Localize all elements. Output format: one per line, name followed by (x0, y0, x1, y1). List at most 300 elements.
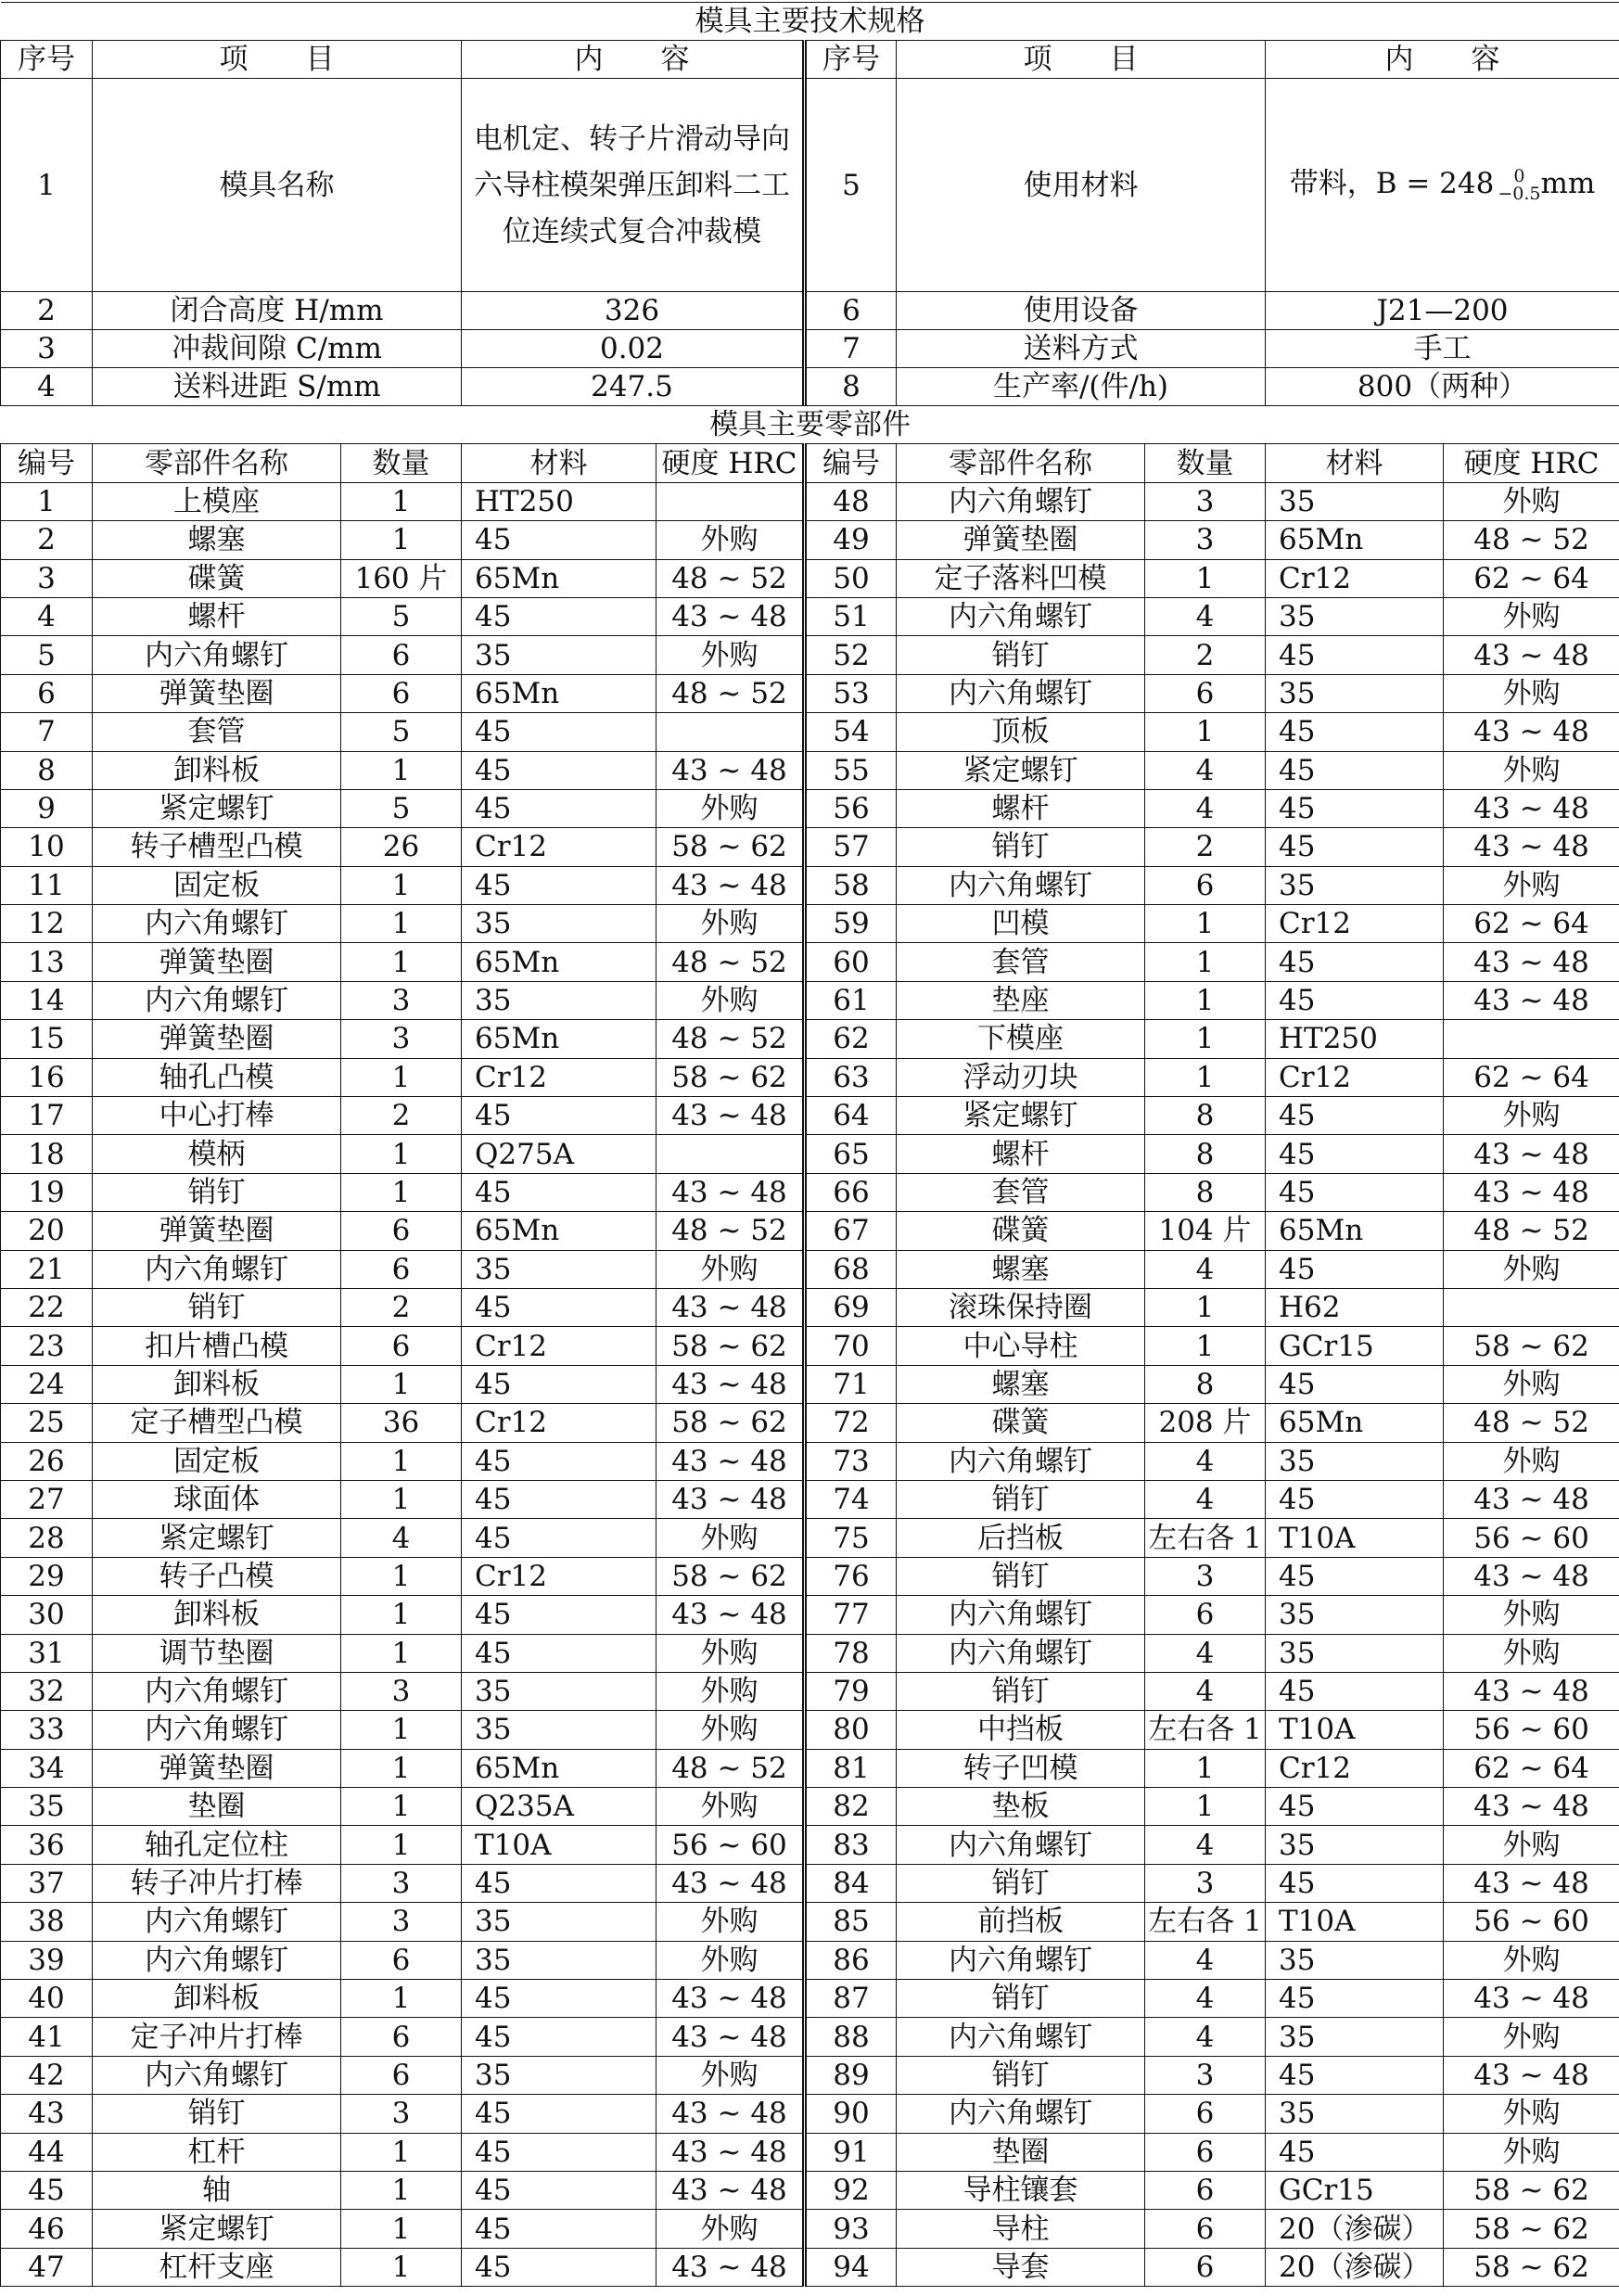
part-qty: 3 (341, 1903, 462, 1941)
part-material: 45 (462, 1864, 657, 1902)
spec-no: 1 (1, 79, 93, 292)
part-qty: 3 (341, 1864, 462, 1902)
part-hardness: 外购 (1444, 751, 1619, 789)
part-hardness: 43 ~ 48 (657, 1442, 805, 1480)
parts-row (1, 1557, 1619, 1595)
part-no: 55 (805, 751, 897, 789)
part-name: 上模座 (93, 482, 341, 520)
part-qty: 1 (341, 1788, 462, 1826)
part-material: 35 (1266, 1826, 1444, 1864)
part-material: 45 (462, 2210, 657, 2248)
part-no: 42 (1, 2056, 93, 2094)
part-hardness: 外购 (1444, 1097, 1619, 1135)
part-hardness: 外购 (657, 2056, 805, 2094)
part-name: 下模座 (897, 1020, 1145, 1058)
part-hardness: 外购 (1444, 674, 1619, 712)
parts-title-row (1, 406, 1619, 444)
part-material: T10A (1266, 1903, 1444, 1941)
part-qty: 1 (1145, 943, 1266, 981)
spec-row (1, 368, 1619, 406)
part-qty: 6 (341, 636, 462, 674)
spec-header-cell: 项 目 (93, 41, 462, 79)
part-hardness: 58 ~ 62 (1444, 2248, 1619, 2286)
part-qty: 1 (341, 1749, 462, 1787)
part-qty: 2 (1145, 636, 1266, 674)
part-no: 22 (1, 1288, 93, 1326)
part-hardness: 外购 (657, 1788, 805, 1826)
parts-header-cell: 编号 (1, 444, 93, 482)
part-no: 40 (1, 1980, 93, 2018)
part-material: 45 (1266, 1250, 1444, 1288)
part-qty: 1 (341, 521, 462, 559)
part-no: 59 (805, 905, 897, 943)
part-no: 69 (805, 1288, 897, 1326)
spec-header-row (1, 41, 1619, 79)
part-no: 27 (1, 1480, 93, 1518)
part-name: 卸料板 (93, 1980, 341, 2018)
part-qty: 1 (341, 1826, 462, 1864)
part-hardness: 43 ~ 48 (657, 1480, 805, 1518)
part-name: 螺杆 (897, 1135, 1145, 1173)
parts-header-cell: 材料 (1266, 444, 1444, 482)
part-name: 销钉 (897, 1672, 1145, 1710)
tolerance-upper: 0 (1513, 165, 1525, 186)
part-material: 65Mn (1266, 1212, 1444, 1250)
part-name: 顶板 (897, 713, 1145, 751)
tolerance-fraction (1498, 165, 1541, 204)
part-hardness: 43 ~ 48 (657, 1864, 805, 1902)
part-no: 18 (1, 1135, 93, 1173)
part-material: 45 (1266, 1864, 1444, 1902)
part-hardness: 外购 (1444, 1634, 1619, 1672)
parts-row (1, 713, 1619, 751)
part-material: 45 (462, 1480, 657, 1518)
part-qty: 1 (341, 482, 462, 520)
part-hardness: 外购 (657, 1941, 805, 1979)
part-name: 杠杆支座 (93, 2248, 341, 2286)
part-name: 导套 (897, 2248, 1145, 2286)
part-qty: 8 (1145, 1173, 1266, 1211)
part-no: 87 (805, 1980, 897, 2018)
part-no: 92 (805, 2171, 897, 2209)
part-name: 定子槽型凸模 (93, 1404, 341, 1442)
part-qty: 1 (341, 751, 462, 789)
part-no: 47 (1, 2248, 93, 2286)
part-material: 35 (1266, 2095, 1444, 2133)
part-no: 63 (805, 1058, 897, 1096)
spec-header-cell: 序号 (1, 41, 93, 79)
part-hardness: 62 ~ 64 (1444, 1749, 1619, 1787)
part-no: 80 (805, 1711, 897, 1749)
part-material: 35 (1266, 866, 1444, 904)
part-no: 35 (1, 1788, 93, 1826)
part-hardness: 56 ~ 60 (1444, 1903, 1619, 1941)
parts-header-cell: 零部件名称 (93, 444, 341, 482)
part-qty: 左右各 1 (1145, 1519, 1266, 1557)
part-name: 内六角螺钉 (897, 1941, 1145, 1979)
part-name: 垫板 (897, 1788, 1145, 1826)
parts-row (1, 1980, 1619, 2018)
part-name: 紧定螺钉 (93, 1519, 341, 1557)
part-material: 45 (1266, 1097, 1444, 1135)
part-material: 45 (1266, 1173, 1444, 1211)
parts-row (1, 1173, 1619, 1211)
part-qty: 6 (1145, 674, 1266, 712)
spec-item: 送料进距 S/mm (93, 368, 462, 406)
part-material: 45 (1266, 636, 1444, 674)
part-name: 内六角螺钉 (897, 2018, 1145, 2056)
part-qty: 5 (341, 789, 462, 827)
parts-header-cell: 数量 (1145, 444, 1266, 482)
part-material: 35 (462, 905, 657, 943)
part-hardness: 外购 (1444, 1365, 1619, 1403)
part-no: 88 (805, 2018, 897, 2056)
part-no: 41 (1, 2018, 93, 2056)
parts-row (1, 1097, 1619, 1135)
part-qty: 36 (341, 1404, 462, 1442)
part-name: 弹簧垫圈 (93, 1749, 341, 1787)
part-name: 内六角螺钉 (897, 482, 1145, 520)
part-name: 销钉 (897, 1980, 1145, 2018)
spec-item: 使用材料 (897, 79, 1266, 292)
part-material: T10A (1266, 1519, 1444, 1557)
part-qty: 4 (1145, 751, 1266, 789)
part-material: Cr12 (1266, 559, 1444, 597)
part-qty: 6 (341, 674, 462, 712)
parts-row (1, 1672, 1619, 1710)
part-hardness (1444, 1020, 1619, 1058)
part-no: 56 (805, 789, 897, 827)
spec-title: 模具主要技术规格 (1, 3, 1619, 41)
parts-row (1, 905, 1619, 943)
part-hardness: 43 ~ 48 (1444, 1980, 1619, 2018)
parts-row (1, 636, 1619, 674)
parts-row (1, 1788, 1619, 1826)
part-qty: 1 (341, 2248, 462, 2286)
spec-header-cell: 内 容 (1266, 41, 1619, 79)
part-hardness: 43 ~ 48 (1444, 1173, 1619, 1211)
part-material: T10A (462, 1826, 657, 1864)
part-qty: 6 (1145, 2171, 1266, 2209)
spec-item: 使用设备 (897, 292, 1266, 330)
part-material: 45 (462, 1980, 657, 2018)
part-name: 螺杆 (93, 597, 341, 635)
part-name: 螺塞 (897, 1250, 1145, 1288)
spec-row (1, 79, 1619, 292)
part-hardness: 48 ~ 52 (657, 943, 805, 981)
part-qty: 2 (341, 1288, 462, 1326)
part-hardness: 43 ~ 48 (657, 2133, 805, 2171)
part-material: 45 (462, 2171, 657, 2209)
parts-row (1, 1212, 1619, 1250)
part-hardness: 58 ~ 62 (1444, 2171, 1619, 2209)
part-qty: 1 (341, 1634, 462, 1672)
part-qty: 6 (341, 2018, 462, 2056)
part-hardness: 43 ~ 48 (657, 1097, 805, 1135)
part-name: 紧定螺钉 (897, 751, 1145, 789)
parts-row (1, 1058, 1619, 1096)
parts-row (1, 1442, 1619, 1480)
part-no: 58 (805, 866, 897, 904)
part-material: 45 (462, 2095, 657, 2133)
part-hardness: 43 ~ 48 (1444, 981, 1619, 1019)
part-qty: 104 片 (1145, 1212, 1266, 1250)
part-name: 内六角螺钉 (93, 905, 341, 943)
part-material: 45 (1266, 2056, 1444, 2094)
part-material: 45 (462, 1596, 657, 1634)
part-name: 滚珠保持圈 (897, 1288, 1145, 1326)
part-hardness: 外购 (1444, 1826, 1619, 1864)
part-material: Q275A (462, 1135, 657, 1173)
part-hardness: 43 ~ 48 (1444, 713, 1619, 751)
part-no: 76 (805, 1557, 897, 1595)
part-material: 45 (462, 2248, 657, 2286)
parts-row (1, 1749, 1619, 1787)
parts-row (1, 1404, 1619, 1442)
parts-row (1, 1596, 1619, 1634)
part-hardness: 43 ~ 48 (657, 866, 805, 904)
parts-row (1, 1020, 1619, 1058)
part-hardness: 43 ~ 48 (657, 1288, 805, 1326)
parts-table (0, 405, 1619, 2287)
part-qty: 3 (1145, 521, 1266, 559)
part-material: 45 (1266, 713, 1444, 751)
part-hardness: 48 ~ 52 (657, 559, 805, 597)
part-hardness: 43 ~ 48 (1444, 1480, 1619, 1518)
part-no: 13 (1, 943, 93, 981)
material-unit: mm (1540, 167, 1596, 201)
part-name: 定子冲片打棒 (93, 2018, 341, 2056)
part-material: 35 (462, 981, 657, 1019)
part-hardness: 58 ~ 62 (1444, 1327, 1619, 1365)
part-no: 14 (1, 981, 93, 1019)
part-qty: 1 (341, 1365, 462, 1403)
part-material: 45 (1266, 981, 1444, 1019)
parts-row (1, 2095, 1619, 2133)
part-name: 内六角螺钉 (897, 866, 1145, 904)
part-hardness: 43 ~ 48 (1444, 2056, 1619, 2094)
spec-value: 0.02 (462, 330, 805, 368)
part-material: T10A (1266, 1711, 1444, 1749)
parts-row (1, 943, 1619, 981)
parts-header-row (1, 444, 1619, 482)
part-material: Cr12 (462, 1327, 657, 1365)
part-name: 内六角螺钉 (897, 1442, 1145, 1480)
part-qty: 1 (341, 2133, 462, 2171)
spec-header-cell: 项 目 (897, 41, 1266, 79)
part-qty: 6 (1145, 1596, 1266, 1634)
part-no: 67 (805, 1212, 897, 1250)
part-hardness: 43 ~ 48 (1444, 828, 1619, 866)
part-material: 35 (1266, 1596, 1444, 1634)
part-no: 36 (1, 1826, 93, 1864)
part-qty: 4 (1145, 1634, 1266, 1672)
part-no: 38 (1, 1903, 93, 1941)
part-no: 73 (805, 1442, 897, 1480)
parts-header-cell: 数量 (341, 444, 462, 482)
part-material: 45 (462, 751, 657, 789)
part-material: 20（渗碳） (1266, 2210, 1444, 2248)
part-no: 15 (1, 1020, 93, 1058)
part-qty: 1 (341, 943, 462, 981)
part-name: 内六角螺钉 (93, 981, 341, 1019)
part-hardness: 外购 (1444, 1442, 1619, 1480)
part-hardness (657, 1135, 805, 1173)
spec-no: 5 (805, 79, 897, 292)
part-hardness (657, 482, 805, 520)
part-qty: 1 (341, 1711, 462, 1749)
part-name: 轴 (93, 2171, 341, 2209)
part-qty: 3 (1145, 482, 1266, 520)
part-qty: 4 (1145, 1826, 1266, 1864)
part-qty: 4 (1145, 1941, 1266, 1979)
spec-row (1, 330, 1619, 368)
part-no: 12 (1, 905, 93, 943)
part-material: 35 (462, 1941, 657, 1979)
part-material: 45 (1266, 789, 1444, 827)
part-name: 内六角螺钉 (897, 1826, 1145, 1864)
part-hardness: 58 ~ 62 (657, 1058, 805, 1096)
part-no: 85 (805, 1903, 897, 1941)
parts-title: 模具主要零部件 (1, 406, 1619, 444)
parts-row (1, 2171, 1619, 2209)
parts-row (1, 674, 1619, 712)
part-qty: 1 (1145, 1749, 1266, 1787)
part-no: 29 (1, 1557, 93, 1595)
part-name: 转子凹模 (897, 1749, 1145, 1787)
part-name: 弹簧垫圈 (93, 1020, 341, 1058)
spec-table (0, 2, 1619, 406)
part-qty: 1 (341, 1980, 462, 2018)
part-qty: 1 (341, 1480, 462, 1518)
part-material: 35 (1266, 2018, 1444, 2056)
part-material: H62 (1266, 1288, 1444, 1326)
part-hardness: 43 ~ 48 (1444, 1135, 1619, 1173)
part-no: 1 (1, 482, 93, 520)
parts-row (1, 597, 1619, 635)
part-material: 35 (462, 1711, 657, 1749)
part-hardness: 外购 (1444, 2095, 1619, 2133)
part-material: 45 (462, 713, 657, 751)
part-no: 83 (805, 1826, 897, 1864)
part-no: 84 (805, 1864, 897, 1902)
part-name: 螺塞 (897, 1365, 1145, 1403)
part-no: 25 (1, 1404, 93, 1442)
spec-value-material (1266, 79, 1619, 292)
part-material: GCr15 (1266, 1327, 1444, 1365)
part-name: 套管 (897, 943, 1145, 981)
part-name: 垫座 (897, 981, 1145, 1019)
part-material: 65Mn (462, 1020, 657, 1058)
part-name: 转子槽型凸模 (93, 828, 341, 866)
part-name: 垫圈 (93, 1788, 341, 1826)
parts-row (1, 1826, 1619, 1864)
part-hardness: 外购 (657, 1250, 805, 1288)
part-material: Cr12 (1266, 1058, 1444, 1096)
spec-no: 7 (805, 330, 897, 368)
part-material: 65Mn (1266, 1404, 1444, 1442)
spec-row (1, 292, 1619, 330)
part-material: 45 (1266, 1480, 1444, 1518)
part-no: 30 (1, 1596, 93, 1634)
parts-row (1, 789, 1619, 827)
part-no: 74 (805, 1480, 897, 1518)
part-name: 内六角螺钉 (897, 1634, 1145, 1672)
spec-value: 800（两种） (1266, 368, 1619, 406)
part-name: 螺塞 (93, 521, 341, 559)
part-no: 43 (1, 2095, 93, 2133)
part-hardness: 外购 (657, 2210, 805, 2248)
part-qty: 160 片 (341, 559, 462, 597)
part-name: 销钉 (93, 2095, 341, 2133)
part-hardness: 56 ~ 60 (1444, 1711, 1619, 1749)
part-name: 紧定螺钉 (93, 2210, 341, 2248)
part-material: 35 (462, 1903, 657, 1941)
part-hardness: 外购 (1444, 482, 1619, 520)
parts-row (1, 1634, 1619, 1672)
part-qty: 1 (341, 1557, 462, 1595)
part-material: 45 (462, 1365, 657, 1403)
part-no: 34 (1, 1749, 93, 1787)
part-hardness: 外购 (657, 636, 805, 674)
part-hardness: 58 ~ 62 (657, 828, 805, 866)
part-qty: 6 (341, 1941, 462, 1979)
part-name: 浮动刃块 (897, 1058, 1145, 1096)
part-material: 35 (1266, 482, 1444, 520)
part-hardness: 外购 (657, 789, 805, 827)
part-no: 50 (805, 559, 897, 597)
part-material: 45 (462, 1634, 657, 1672)
part-hardness: 外购 (657, 905, 805, 943)
part-no: 16 (1, 1058, 93, 1096)
part-hardness: 58 ~ 62 (657, 1557, 805, 1595)
part-name: 垫圈 (897, 2133, 1145, 2171)
part-hardness: 62 ~ 64 (1444, 1058, 1619, 1096)
part-qty: 3 (1145, 1557, 1266, 1595)
part-qty: 2 (341, 1097, 462, 1135)
parts-row (1, 981, 1619, 1019)
parts-row (1, 751, 1619, 789)
part-material: 45 (1266, 943, 1444, 981)
parts-row (1, 1327, 1619, 1365)
part-no: 81 (805, 1749, 897, 1787)
part-name: 内六角螺钉 (897, 2095, 1145, 2133)
part-no: 82 (805, 1788, 897, 1826)
part-material: 45 (1266, 751, 1444, 789)
part-no: 54 (805, 713, 897, 751)
part-material: Cr12 (462, 1404, 657, 1442)
part-qty: 6 (341, 2056, 462, 2094)
part-name: 扣片槽凸模 (93, 1327, 341, 1365)
part-name: 内六角螺钉 (93, 1903, 341, 1941)
part-name: 销钉 (897, 1557, 1145, 1595)
part-name: 销钉 (897, 828, 1145, 866)
spec-header-cell: 序号 (805, 41, 897, 79)
part-material: 65Mn (462, 674, 657, 712)
part-hardness: 43 ~ 48 (657, 2248, 805, 2286)
part-hardness: 43 ~ 48 (657, 1596, 805, 1634)
parts-row (1, 1903, 1619, 1941)
part-qty: 3 (341, 981, 462, 1019)
part-no: 17 (1, 1097, 93, 1135)
part-no: 28 (1, 1519, 93, 1557)
part-no: 48 (805, 482, 897, 520)
parts-header-cell: 硬度 HRC (1444, 444, 1619, 482)
part-material: Cr12 (462, 1058, 657, 1096)
part-material: 35 (462, 1672, 657, 1710)
part-qty: 2 (1145, 828, 1266, 866)
part-hardness: 外购 (1444, 2133, 1619, 2171)
